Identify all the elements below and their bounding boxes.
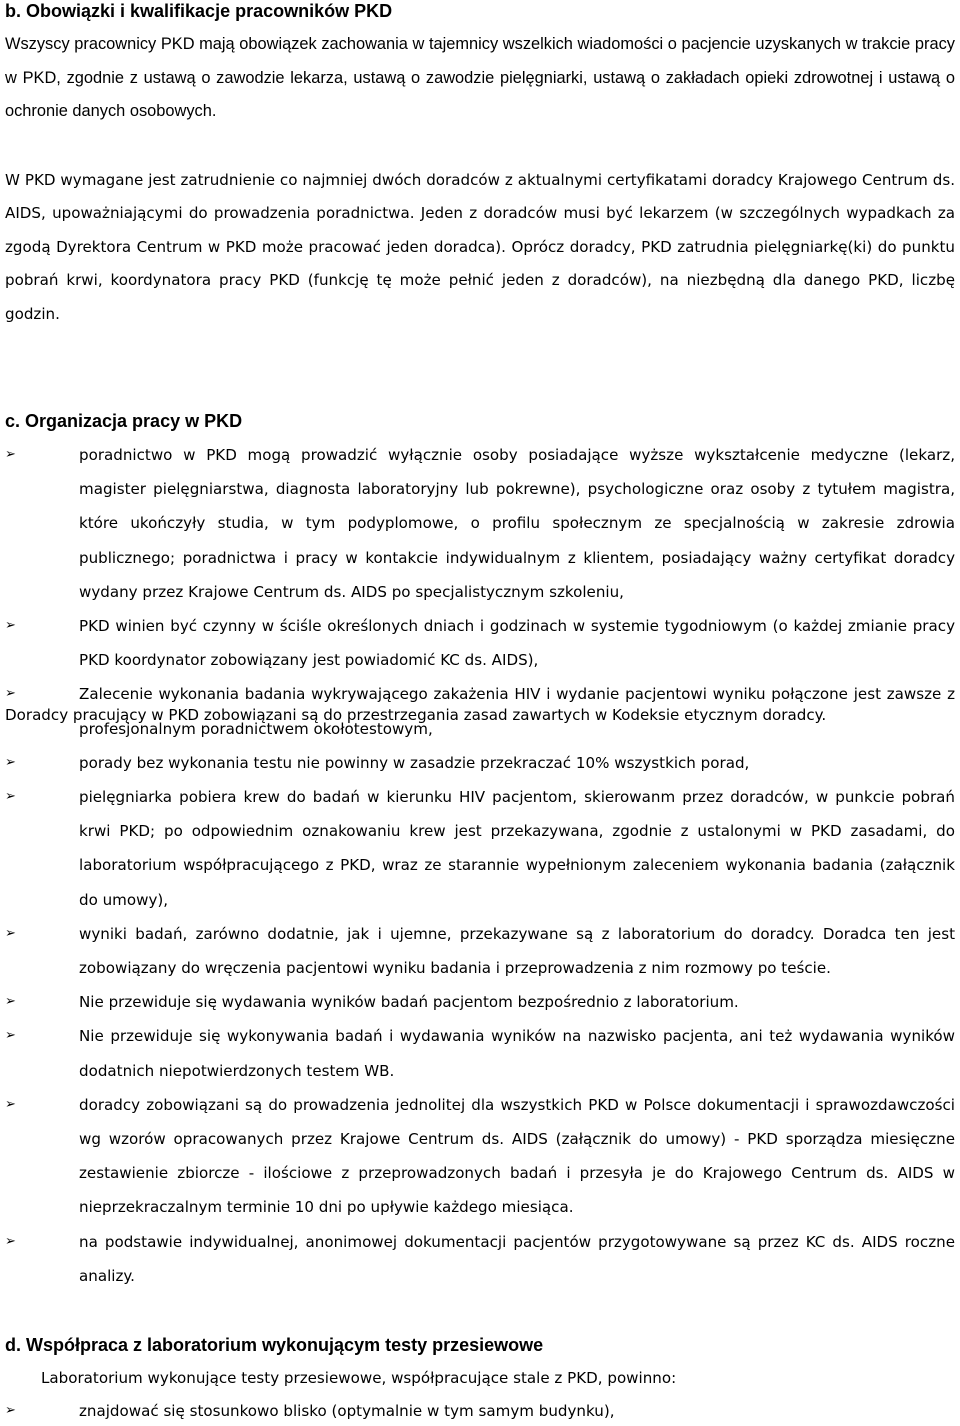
list-item (5, 1019, 955, 1087)
list-item-text: PKD winien być czynny w ściśle określonych dniach i godzinach w systemie tygodniowym (o każdej zmianie pracy PKD koordynator zobowiązany jest powiadomić KC ds. AIDS), (79, 617, 955, 670)
list-item-text: porady bez wykonania testu nie powinny w zasadzie przekraczać 10% wszystkich porad, (79, 753, 750, 772)
section-c-heading: c. Organizacja pracy w PKD (5, 411, 243, 431)
list-item (5, 1088, 955, 1225)
laboratory-intro: Laboratorium wykonujące testy przesiewowe, współpracujące stale z PKD, powinno: (41, 1369, 677, 1387)
list-item-text: pielęgniarka pobiera krew do badań w kierunku HIV pacjentom, skierowanm przez doradców, w punkcie pobrań krwi PKD; po odpowiednim oznakowaniu krew jest przekazywana, zgodnie z ustalonymi w PKD zasadami, do laboratorium współpracującego z PKD, wraz ze starannie wypełnionym zaleceniem wykonania badania (załącznik do umowy), (79, 788, 955, 909)
list-item (5, 917, 955, 985)
arrow-bullet-icon: ➢ (5, 1403, 16, 1418)
list-item (5, 1396, 955, 1426)
section-b-heading: b. Obowiązki i kwalifikacje pracowników PKD (5, 1, 393, 21)
list-item (5, 746, 955, 780)
confidentiality-paragraph: Wszyscy pracownicy PKD mają obowiązek zachowania w tajemnicy wszelkich wiadomości o pacjencie uzyskanych w trakcie pracy w PKD, zgodnie z ustawą o zawodzie lekarza, ustawą o zawodzie pielęgniarki, ustawą o zakładach opieki zdrowotnej i ustawą o ochronie danych osobowych. (5, 35, 955, 120)
list-item (5, 780, 955, 917)
list-item (5, 1225, 955, 1293)
list-item (5, 985, 955, 1019)
list-item-text: doradcy zobowiązani są do prowadzenia jednolitej dla wszystkich PKD w Polsce dokumentacji i sprawozdawczości wg wzorów opracowanych przez Krajowe Centrum ds. AIDS (załącznik do umowy) - PKD sporządza miesięczne zestawienie zbiorcze - ilościowe z przeprowadzonych badań i przesyła je do Krajowego Centrum ds. AIDS w nieprzekraczalnym terminie 10 dni po upływie każdego miesiąca. (79, 1095, 955, 1217)
arrow-bullet-icon: ➢ (5, 447, 16, 462)
list-item-text: Nie przewiduje się wykonywania badań i wydawania wyników na nazwisko pacjenta, ani też wydawania wyników dodatnich niepotwierdzonych testem WB. (79, 1027, 955, 1080)
arrow-bullet-icon: ➢ (5, 1233, 16, 1249)
list-item (5, 438, 955, 609)
arrow-bullet-icon: ➢ (5, 789, 16, 805)
section-d-heading: d. Współpraca z laboratorium wykonującym testy przesiewowe (5, 1335, 544, 1355)
arrow-bullet-icon: ➢ (5, 618, 16, 634)
list-item-text: wyniki badań, zarówno dodatnie, jak i ujemne, przekazywane są z laboratorium do doradcy. Doradca ten jest zobowiązany do wręczenia pacjentowi wyniku badania i przeprowadzenia z nim rozmowy po teście. (79, 924, 955, 978)
list-item-text: Zalecenie wykonania badania wykrywającego zakażenia HIV i wydanie pacjentowi wyniku połączone jest zawsze z profesjonalnym poradnictwem okołotestowym, (79, 685, 955, 738)
arrow-bullet-icon: ➢ (5, 1096, 16, 1112)
organization-list (5, 438, 955, 1293)
list-item (5, 609, 955, 677)
arrow-bullet-icon: ➢ (5, 1028, 16, 1044)
arrow-bullet-icon: ➢ (5, 925, 16, 941)
list-item (5, 677, 955, 745)
ethics-paragraph: Doradcy pracujący w PKD zobowiązani są do przestrzegania zasad zawartych w Kodeksie etycznym doradcy. (5, 706, 827, 724)
staffing-paragraph: W PKD wymagane jest zatrudnienie co najmniej dwóch doradców z aktualnymi certyfikatami doradcy Krajowego Centrum ds. AIDS, upoważniającymi do prowadzenia poradnictwa. Jeden z doradców musi być lekarzem (w szczególnych wypadkach za zgodą Dyrektora Centrum w PKD może pracować jeden doradca). Oprócz doradcy, PKD zatrudnia pielęgniarkę(ki) do punktu pobrań krwi, koordynatora pracy PKD (funkcję tę może pełnić jeden z doradców), na niezbędną dla danego PKD, liczbę godzin. (5, 171, 955, 323)
list-item-text: poradnictwo w PKD mogą prowadzić wyłącznie osoby posiadające wyższe wykształcenie medyczne (lekarz, magister pielęgniarstwa, diagnosta laboratoryjny lub pokrewne), psychologiczne oraz osoby z tytułem magistra, które ukończyły studia, w tym podyplomowe, o profilu społecznym ze specjalnością w zakresie zdrowia publicznego; poradnictwa i pracy w kontakcie indywidualnym z klientem, posiadający ważny certyfikat doradcy wydany przez Krajowe Centrum ds. AIDS po specjalistycznym szkoleniu, (79, 446, 955, 601)
arrow-bullet-icon: ➢ (5, 754, 16, 770)
arrow-bullet-icon: ➢ (5, 686, 16, 702)
list-item-text: na podstawie indywidualnej, anonimowej dokumentacji pacjentów przygotowywane są przez KC ds. AIDS roczne analizy. (79, 1232, 955, 1285)
list-item-text: znajdować się stosunkowo blisko (optymalnie w tym samym budynku), (79, 1402, 615, 1420)
arrow-bullet-icon: ➢ (5, 994, 16, 1010)
list-item-text: Nie przewiduje się wydawania wyników badań pacjentom bezpośrednio z laboratorium. (79, 993, 739, 1012)
